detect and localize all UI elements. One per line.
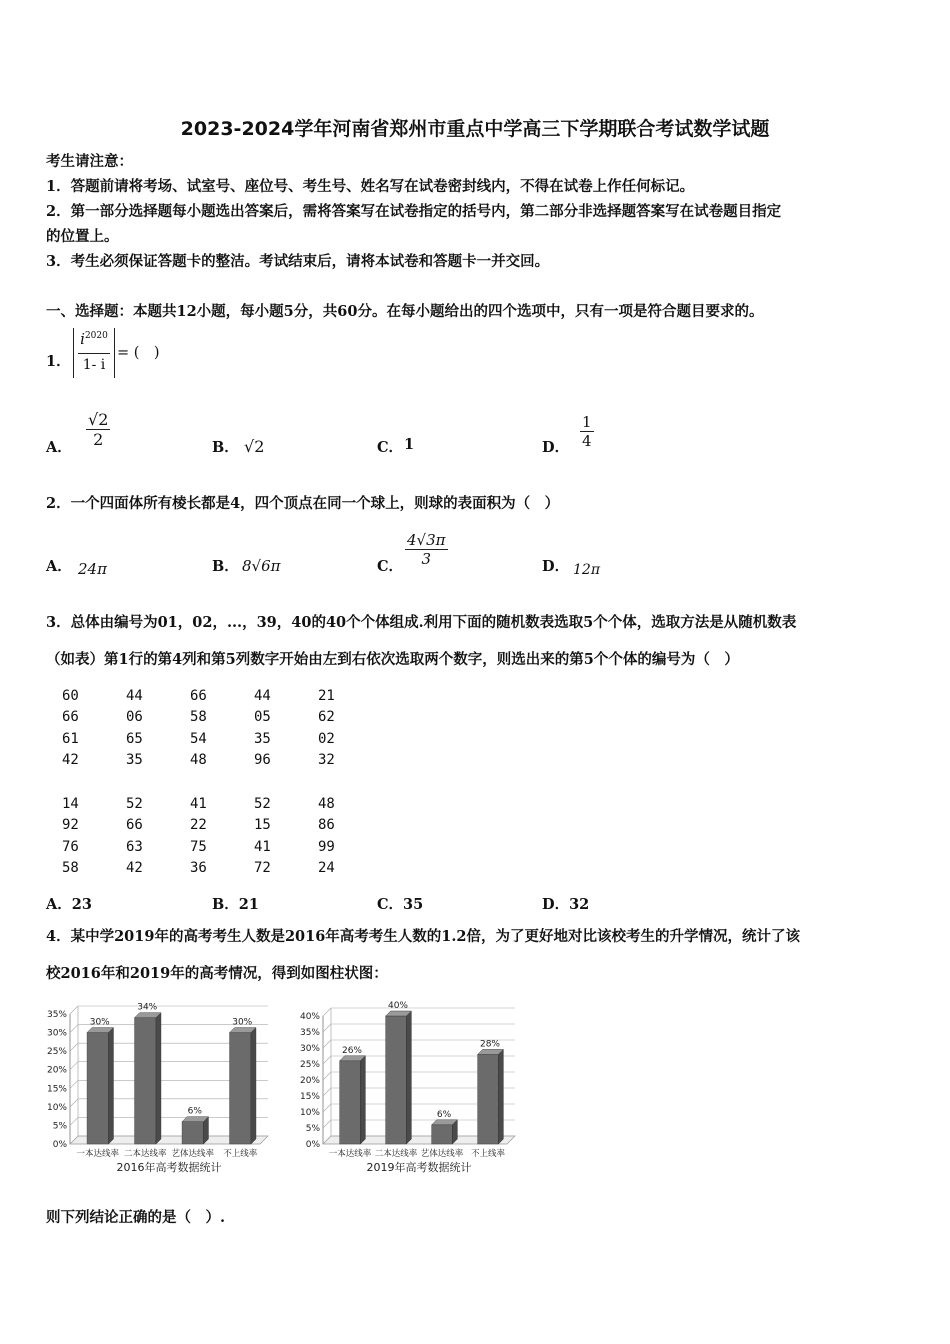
q1-option-d: $\frac{1}{4}$ [582, 413, 592, 450]
y-tick-label: 20% [46, 1065, 67, 1076]
data-label: 30% [89, 1017, 110, 1028]
table-row: 58 42 36 72 24 [62, 860, 335, 877]
y-tick-label: 0% [305, 1140, 320, 1150]
q3-line2: （如表）第1行的第4列和第5列数字开始由左到右依次选取两个数字，则选出来的第5个个体的编号为（ ） [46, 651, 739, 668]
bar-chart-2019 [293, 992, 525, 1187]
q2-option-c-label: C． [377, 558, 404, 575]
bar [230, 1028, 256, 1144]
bar-chart-2016 [40, 992, 280, 1187]
table-row: 60 44 66 44 21 [62, 687, 335, 704]
q1-number: 1． [46, 353, 71, 370]
data-label: 40% [387, 1001, 409, 1011]
gridline [323, 1024, 331, 1032]
gridline [70, 1006, 78, 1014]
q3-option-b: B．21 [212, 896, 259, 913]
gridline [70, 1080, 78, 1088]
y-tick-label: 15% [46, 1084, 67, 1095]
table-row: 76 63 75 41 99 [62, 838, 335, 855]
q1-exponent: 2020 [84, 331, 108, 341]
bar [135, 1013, 161, 1144]
bar [478, 1049, 504, 1144]
q2-text: 2．一个四面体所有棱长都是4，四个顶点在同一个球上，则球的表面积为（ ） [46, 495, 560, 512]
q1-abs-expression [73, 328, 115, 378]
gridline [323, 1088, 331, 1096]
gridline [323, 1008, 331, 1016]
q2-option-a-label: A． [46, 558, 72, 575]
q1-tail: = ( ) [117, 345, 160, 361]
q2-option-d: 12π [573, 562, 601, 578]
y-tick-label: 10% [299, 1108, 320, 1118]
gridline [70, 1117, 78, 1125]
y-tick-label: 25% [46, 1047, 67, 1058]
notice-item: 2．第一部分选择题每小题选出答案后，需将答案写在试卷指定的括号内，第二部分非选择题答案写在试卷题目指定 [46, 203, 782, 220]
y-tick-label: 5% [52, 1121, 67, 1132]
gridline [70, 1025, 78, 1033]
x-tick-label: 艺体达线率 [171, 1149, 215, 1159]
gridline [70, 1062, 78, 1070]
q3-option-a: A．23 [46, 896, 92, 913]
q4-conclusion: 则下列结论正确的是（ ）. [46, 1209, 226, 1226]
x-tick-label: 二本达线率 [374, 1149, 418, 1159]
gridline [323, 1120, 331, 1128]
y-tick-label: 10% [46, 1102, 67, 1113]
chart-title: 2019年高考数据统计 [366, 1161, 472, 1174]
data-label: 6% [187, 1106, 202, 1117]
bar [432, 1120, 458, 1144]
section-heading: 一、选择题：本题共12小题，每小题5分，共60分。在每小题给出的四个选项中，只有一项是符合题目要求的。 [46, 303, 764, 320]
notice-item: 的位置上。 [46, 228, 119, 245]
q2-option-d-label: D． [542, 558, 570, 575]
q1-option-b: √2 [244, 437, 265, 456]
q1-numerator: i [80, 330, 85, 348]
random-number-table-top [50, 685, 370, 771]
data-label: 30% [232, 1017, 253, 1028]
q2-option-c: $\frac{4√3\pi}{3}$ [407, 531, 446, 568]
data-label: 26% [341, 1045, 363, 1056]
q1-denominator: 1- i [82, 357, 106, 373]
q2-option-a: 24π [78, 560, 107, 578]
y-tick-label: 0% [52, 1140, 67, 1150]
table-row: 92 66 22 15 86 [62, 817, 335, 834]
x-tick-label: 二本达线率 [123, 1149, 167, 1159]
y-tick-label: 5% [305, 1124, 320, 1134]
random-number-table-bottom [50, 793, 370, 879]
q2-option-b: 8√6π [242, 557, 281, 575]
table-row: 61 65 54 35 02 [62, 730, 335, 747]
q4-line2: 校2016年和2019年的高考情况，得到如图柱状图： [46, 965, 388, 982]
y-tick-label: 25% [299, 1060, 320, 1070]
x-tick-label: 不上线率 [470, 1149, 506, 1159]
x-tick-label: 不上线率 [223, 1149, 258, 1159]
gridline [323, 1056, 331, 1064]
data-label: 6% [436, 1109, 452, 1120]
notice-item: 1．答题前请将考场、试室号、座位号、考生号、姓名写在试卷密封线内，不得在试卷上作任何标记。 [46, 178, 695, 195]
q3-option-d: D．32 [542, 896, 590, 913]
y-tick-label: 40% [299, 1012, 320, 1022]
q3-option-c: C．35 [377, 896, 424, 913]
data-label: 34% [137, 1002, 158, 1013]
y-tick-label: 35% [299, 1028, 320, 1038]
gridline [323, 1104, 331, 1112]
y-tick-label: 30% [299, 1044, 320, 1054]
table-row: 14 52 41 52 48 [62, 795, 335, 812]
q1-option-c: 1 [404, 436, 415, 453]
bar [386, 1011, 412, 1144]
q1-option-a: $\frac{√2}{2}$ [88, 410, 109, 449]
q3-line1: 3．总体由编号为01，02，...，39，40的40个个体组成.利用下面的随机数表选取5个个体，选取方法是从随机数表 [46, 614, 797, 631]
gridline [323, 1040, 331, 1048]
y-tick-label: 30% [46, 1028, 67, 1039]
q1-option-c-label: C． [377, 439, 404, 456]
data-label: 28% [479, 1039, 501, 1050]
gridline [70, 1099, 78, 1107]
q1-option-a-label: A． [46, 439, 72, 456]
y-tick-label: 35% [46, 1010, 67, 1020]
gridline [323, 1072, 331, 1080]
table-row: 66 06 58 05 62 [62, 709, 335, 726]
y-tick-label: 15% [299, 1092, 320, 1102]
chart-title: 2016年高考数据统计 [116, 1161, 222, 1174]
q2-option-b-label: B． [212, 558, 239, 575]
notice-item: 3．考生必须保证答题卡的整洁。考试结束后，请将本试卷和答题卡一并交回。 [46, 253, 550, 270]
notice-heading: 考生请注意： [46, 153, 133, 170]
gridline [70, 1043, 78, 1051]
page-title: 2023-2024学年河南省郑州市重点中学高三下学期联合考试数学试题 [180, 118, 770, 140]
x-tick-label: 一本达线率 [76, 1149, 120, 1159]
bar [340, 1056, 366, 1144]
q4-line1: 4．某中学2019年的高考考生人数是2016年高考考生人数的1.2倍，为了更好地对比该校考生的升学情况，统计了该 [46, 928, 801, 945]
table-row: 42 35 48 96 32 [62, 752, 335, 769]
x-tick-label: 艺体达线率 [420, 1149, 464, 1159]
q1-option-b-label: B． [212, 439, 239, 456]
y-tick-label: 20% [299, 1076, 320, 1086]
bar [87, 1028, 113, 1144]
q1-option-d-label: D． [542, 439, 570, 456]
bar [182, 1117, 208, 1144]
x-tick-label: 一本达线率 [328, 1149, 372, 1159]
